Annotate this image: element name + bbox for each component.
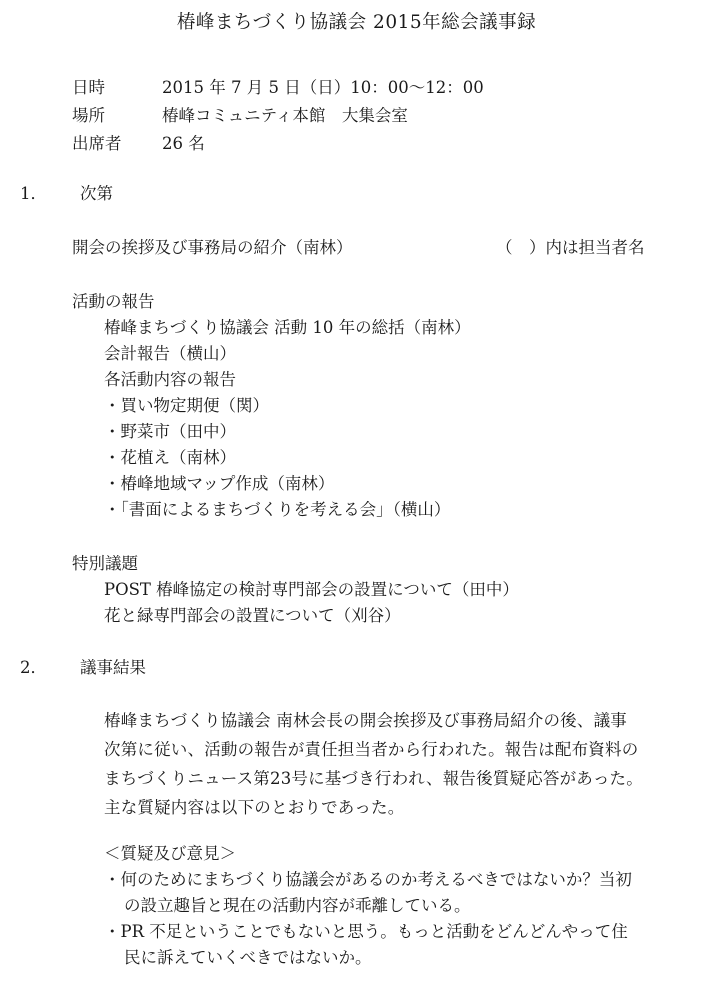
activity-item: 各活動内容の報告 bbox=[104, 370, 236, 389]
meta-value: 26 名 bbox=[162, 134, 205, 153]
meta-label: 日時 bbox=[72, 78, 105, 97]
paragraph-line: 椿峰まちづくり協議会 南林会長の開会挨拶及び事務局紹介の後、議事 bbox=[104, 711, 627, 730]
bullet-item: ・野菜市（田中） bbox=[104, 422, 236, 441]
activity-item: 会計報告（横山） bbox=[104, 344, 236, 363]
result-paragraph bbox=[104, 706, 674, 822]
paragraph-line: 次第に従い、活動の報告が責任担当者から行われた。報告は配布資料の bbox=[104, 740, 639, 759]
activity-heading: 活動の報告 bbox=[72, 292, 155, 311]
meta-label: 出席者 bbox=[72, 134, 122, 153]
section2-heading bbox=[20, 656, 146, 680]
meta-label: 場所 bbox=[72, 106, 105, 125]
section-number: 2． bbox=[20, 658, 47, 677]
meta-row-attendees bbox=[72, 132, 205, 156]
meta-value: 椿峰コミュニティ本館 大集会室 bbox=[162, 106, 408, 125]
bullet-item: ・買い物定期便（関） bbox=[104, 396, 269, 415]
agenda-opening: 開会の挨拶及び事務局の紹介（南林） bbox=[72, 238, 353, 257]
meta-row-place bbox=[72, 104, 408, 128]
section-title: 議事結果 bbox=[80, 658, 146, 677]
special-item: POST 椿峰協定の検討専門部会の設置について（田中） bbox=[104, 580, 519, 599]
qa-item-line: 民に訴えていくべきではないか。 bbox=[124, 948, 372, 967]
meta-row-datetime bbox=[72, 76, 484, 100]
section-number: 1． bbox=[20, 184, 47, 203]
qa-item-line: の設立趣旨と現在の活動内容が乖離している。 bbox=[124, 896, 471, 915]
section1-heading bbox=[20, 182, 113, 206]
document-title: 椿峰まちづくり協議会 2015年総会議事録 bbox=[176, 12, 537, 33]
bullet-item: ・花植え（南林） bbox=[104, 448, 236, 467]
special-heading: 特別議題 bbox=[72, 554, 138, 573]
bullet-item: ・「書面によるまちづくりを考える会」（横山） bbox=[104, 500, 451, 519]
meta-value: 2015 年 7 月 5 日（日）10：00〜12：00 bbox=[162, 78, 484, 97]
paragraph-line: 主な質疑内容は以下のとおりであった。 bbox=[104, 798, 405, 817]
qa-item-line: ・PR 不足ということでもないと思う。もっと活動をどんどんやって住 bbox=[104, 922, 628, 941]
qa-item-line: ・何のためにまちづくり協議会があるのか考えるべきではないか？当初 bbox=[104, 870, 632, 889]
activity-item: 椿峰まちづくり協議会 活動 10 年の総括（南林） bbox=[104, 318, 471, 337]
section-title: 次第 bbox=[80, 184, 113, 203]
paragraph-line: まちづくりニュース第23号に基づき行われ、報告後質疑応答があった。 bbox=[104, 769, 643, 788]
special-item: 花と緑専門部会の設置について（刈谷） bbox=[104, 606, 401, 625]
bullet-item: ・椿峰地域マップ作成（南林） bbox=[104, 474, 335, 493]
qa-heading: ＜質疑及び意見＞ bbox=[104, 844, 236, 863]
agenda-note: （ ）内は担当者名 bbox=[496, 238, 645, 257]
